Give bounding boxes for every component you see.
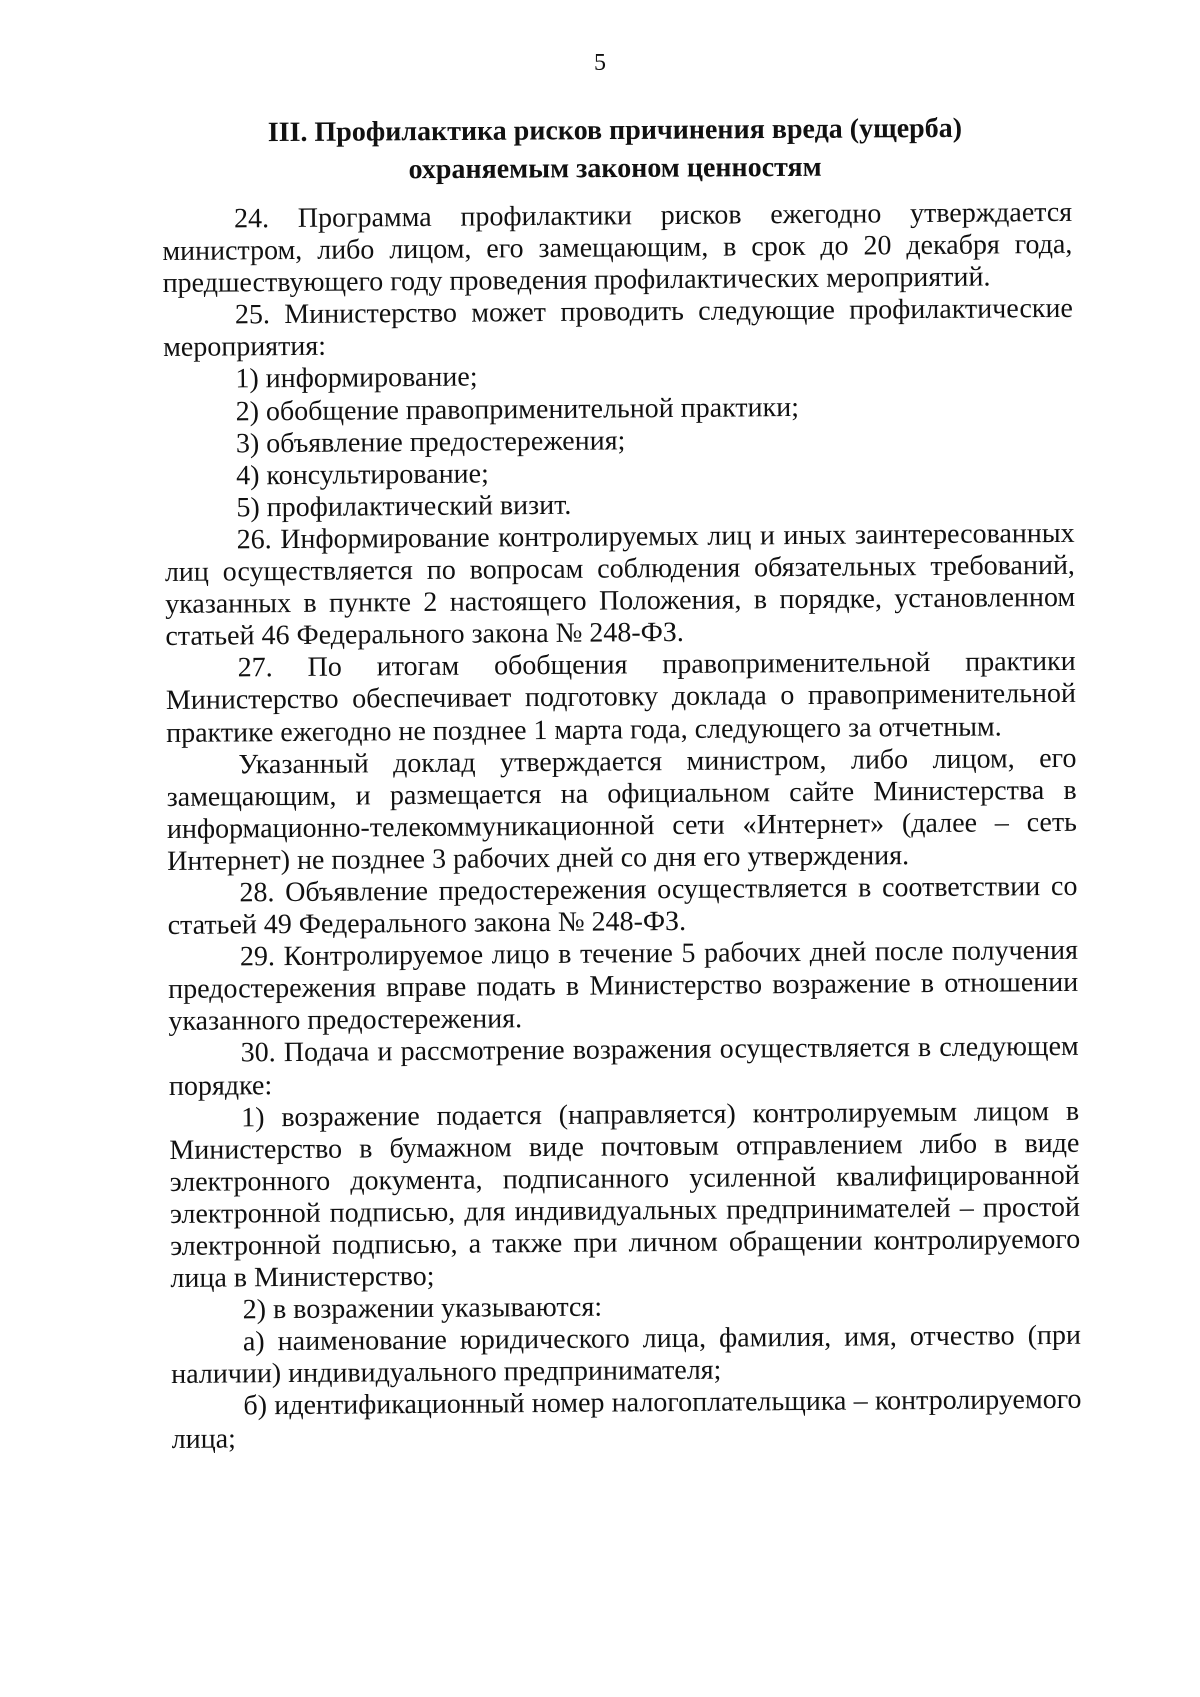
list-item: б) идентификационный номер налогоплательщика – контролируемого лица;: [171, 1384, 1082, 1455]
list-item: 1) информирование;: [235, 361, 478, 395]
paragraph-27: 27. По итогам обобщения правоприменительной практики Министерство обеспечивает подготовку доклада о правоприменительной практике ежегодно не позднее 1 марта года, следующего за отчетным.: [165, 646, 1076, 749]
list-item: 2) обобщение правоприменительной практики;: [235, 391, 800, 427]
paragraph-25: 25. Министерство может проводить следующие профилактические мероприятия:: [163, 293, 1073, 364]
list-item: а) наименование юридического лица, фамилия, имя, отчество (при наличии) индивидуального предпринимателя;: [171, 1320, 1082, 1391]
list-item: 1) возражение подается (направляется) контролируемым лицом в Министерство в бумажном виде почтовым отправлением либо в виде электронного документа, подписанного усиленной квалифицированной электронной подписью, для индивидуальных предпринимателей – простой электронной подписью, а также при личном обращении контролируемого лица в Министерство;: [169, 1095, 1081, 1295]
paragraph-24: 24. Программа профилактики рисков ежегодно утверждается министром, либо лицом, его замещающим, в срок до 20 декабря года, предшествующего году проведения профилактических мероприятий.: [162, 196, 1073, 300]
section-title-line-1: III. Профилактика рисков причинения вреда (ущерба): [267, 112, 963, 149]
list-item: 4) консультирование;: [236, 458, 489, 492]
paragraph-28: 28. Объявление предостережения осуществляется в соответствии со статьей 49 Федерального закона № 248-ФЗ.: [167, 870, 1078, 942]
document-body: [162, 197, 1082, 1456]
page-number: 5: [594, 50, 606, 76]
paragraph-29: 29. Контролируемое лицо в течение 5 рабочих дней после получения предостережения вправе подать в Министерство возражение в отношении указанного предостережения.: [168, 934, 1079, 1038]
section-title: [160, 109, 1070, 191]
list-item: 5) профилактический визит.: [236, 489, 572, 524]
paragraph-27-report: Указанный доклад утверждается министром, либо лицом, его замещающим, и размещается на официальном сайте Министерства в информационно-телекоммуникационной сети «Интернет» (далее – сеть Интернет) не позднее 3 рабочих дней со дня его утверждения.: [166, 742, 1078, 877]
paragraph-30: 30. Подача и рассмотрение возражения осуществляется в следующем порядке:: [168, 1031, 1079, 1102]
list-item: 3) объявление предостережения;: [235, 425, 626, 460]
section-title-line-2: охраняемым законом ценностям: [408, 151, 822, 186]
paragraph-26: 26. Информирование контролируемых лиц и иных заинтересованных лиц осуществляется по вопросам соблюдения обязательных требований, указанных в пункте 2 настоящего Положения, в порядке, установленном статьей 46 Федерального закона № 248-ФЗ.: [164, 517, 1076, 653]
list-item: 2) в возражении указываются:: [242, 1291, 603, 1326]
